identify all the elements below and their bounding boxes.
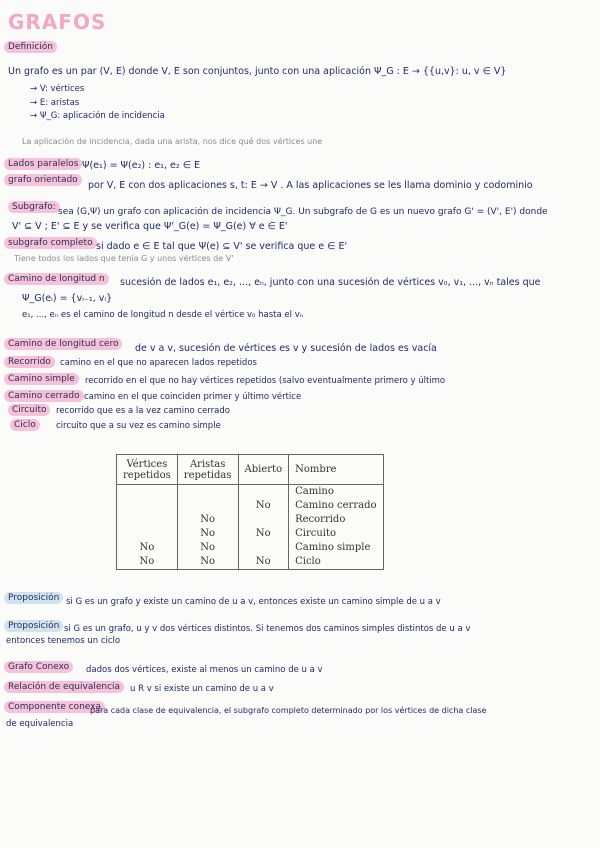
bullet-edges: → E: aristas [30, 98, 80, 108]
path-text-2: Ψ_G(eᵢ) = {vᵢ₋₁, vᵢ} [22, 293, 113, 304]
table-row: No No No Ciclo [117, 555, 384, 570]
table-row: No No Circuito [117, 527, 384, 541]
parallel-edges-text: Ψ(e₁) = Ψ(e₂) : e₁, e₂ ∈ E [82, 160, 200, 171]
trail-text: camino en el que no aparecen lados repetidos [60, 358, 257, 368]
trail-tag: Recorrido [4, 356, 55, 368]
table-header-name: Nombre [289, 455, 383, 485]
complete-subgraph-text: si dado e ∈ E tal que Ψ(e) ⊆ V' se verifica que e ∈ E' [96, 241, 348, 252]
subgraph-text-1: sea (G,Ψ) un grafo con aplicación de incidencia Ψ_G. Un subgrafo de G es un nuevo grafo G' = (V', E') donde [58, 207, 548, 217]
equivalence-text: u R v si existe un camino de u a v [130, 684, 274, 694]
table-row: Camino [117, 485, 384, 500]
incidence-note: La aplicación de incidencia, dada una arista, nos dice qué dos vértices une [22, 137, 323, 146]
path-text-3: e₁, ..., eₙ es el camino de longitud n desde el vértice v₀ hasta el vₙ [22, 310, 304, 320]
circuit-tag: Circuito [8, 404, 50, 416]
proposition-2-text-1: si G es un grafo, u y v dos vértices distintos. Si tenemos dos caminos simples distintos de u a v [64, 624, 471, 634]
table-row: No Recorrido [117, 513, 384, 527]
cycle-tag: Ciclo [10, 419, 40, 431]
subgraph-tag: Subgrafo: [8, 201, 60, 213]
bullet-vertices: → V: vértices [30, 84, 85, 94]
complete-subgraph-tag: subgrafo completo [4, 237, 97, 249]
table-header-vertices: Vértices repetidos [117, 455, 178, 485]
connected-graph-tag: Grafo Conexo [4, 661, 73, 673]
table-row: No Camino cerrado [117, 499, 384, 513]
path-length-tag: Camino de longitud n [4, 273, 109, 285]
connected-component-text-1: para cada clase de equivalencia, el subgrafo completo determinado por los vértices de dicha clase [90, 706, 487, 715]
complete-subgraph-note: Tiene todos los lados que tenía G y unos vértices de V' [14, 254, 234, 263]
table-header-open: Abierto [238, 455, 289, 485]
table-header-edges: Aristas repetidas [177, 455, 238, 485]
oriented-graph-text: por V, E con dos aplicaciones s, t: E → V . A las aplicaciones se les llama dominio y codominio [88, 180, 533, 191]
table-row: No No Camino simple [117, 541, 384, 555]
cycle-text: circuito que a su vez es camino simple [56, 421, 221, 431]
parallel-edges-tag: Lados paralelos [4, 158, 82, 170]
circuit-text: recorrido que es a la vez camino cerrado [56, 406, 230, 416]
definition-text: Un grafo es un par (V, E) donde V, E son conjuntos, junto con una aplicación Ψ_G : E → {{u,v}: u, v ∈ V} [8, 66, 507, 77]
proposition-2-text-2: entonces tenemos un ciclo [6, 636, 121, 646]
path-types-table [116, 454, 384, 570]
connected-graph-text: dados dos vértices, existe al menos un camino de u a v [86, 665, 323, 675]
zero-path-text: de v a v, sucesión de vértices es v y sucesión de lados es vacía [135, 343, 437, 354]
definition-tag: Definición [4, 41, 57, 53]
closed-path-tag: Camino cerrado [4, 390, 84, 402]
proposition-2-tag: Proposición [4, 620, 63, 632]
connected-component-tag: Componente conexa [4, 701, 105, 713]
connected-component-text-2: de equivalencia [6, 719, 74, 729]
simple-path-text: recorrido en el que no hay vértices repetidos (salvo eventualmente primero y último [85, 376, 446, 386]
closed-path-text: camino en el que coinciden primer y último vértice [84, 392, 302, 402]
zero-path-tag: Camino de longitud cero [4, 338, 122, 350]
proposition-1-tag: Proposición [4, 592, 63, 604]
bullet-incidence: → Ψ_G: aplicación de incidencia [30, 111, 165, 121]
oriented-graph-tag: grafo orientado [4, 174, 82, 186]
subgraph-text-2: V' ⊆ V ; E' ⊆ E y se verifica que Ψ'_G(e) = Ψ_G(e) ∀ e ∈ E' [12, 221, 288, 232]
path-text-1: sucesión de lados e₁, e₂, ..., eₙ, junto con una sucesión de vértices v₀, v₁, ..., vₙ tales que [120, 277, 541, 288]
page-title: GRAFOS [8, 10, 107, 34]
proposition-1-text: si G es un grafo y existe un camino de u a v, entonces existe un camino simple de u a v [66, 597, 441, 607]
equivalence-tag: Relación de equivalencia [4, 681, 124, 693]
simple-path-tag: Camino simple [4, 373, 79, 385]
